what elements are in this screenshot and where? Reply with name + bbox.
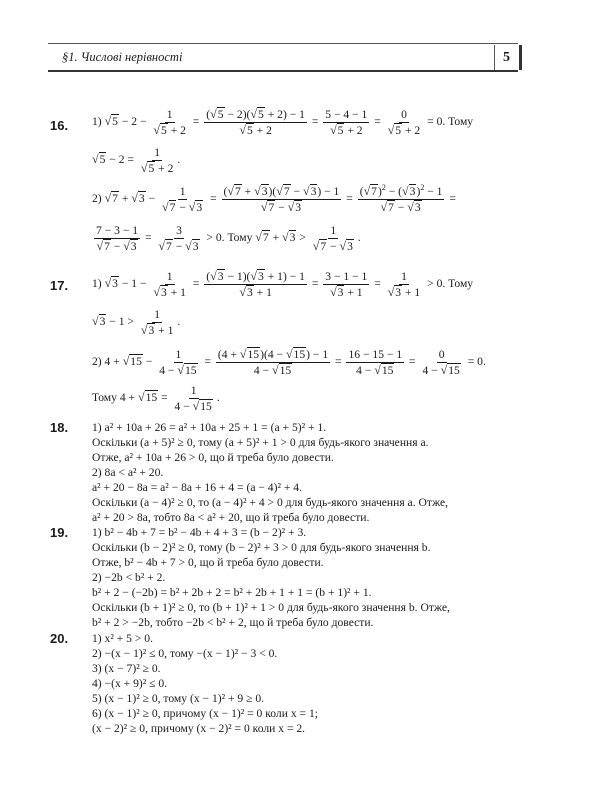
p18-line-3: Отже, a² + 10a + 26 > 0, що й треба було довести. bbox=[92, 451, 334, 464]
problem-number-16: 16. bbox=[50, 118, 69, 133]
p19-line-6: Оскільки (b + 1)² ≥ 0, то (b + 1)² + 1 > 0 для будь-якого значення b. Отже, bbox=[92, 601, 450, 614]
p20-line-1: 1) x² + 5 > 0. bbox=[92, 632, 153, 645]
p20-line-5: 5) (x − 1)² ≥ 0, тому (x − 1)² + 9 ≥ 0. bbox=[92, 692, 265, 705]
p18-line-7: a² + 20 > 8a, тобто 8a < a² + 20, що й треба було довести. bbox=[92, 511, 370, 524]
p18-line-4: 2) 8a < a² + 20. bbox=[92, 466, 164, 479]
p16-line-1: 1) √5 − 2 − $\frac{1}{√5 + 2}$ = $\frac{(√5 - 2)(√5 + 2) - 1}{√5 + 2}$ = $\frac{5 - 4 - 1}{√5 + 2}$ = $\frac{0}{√5 + 2}$ = 0. Тому bbox=[92, 107, 474, 137]
header-rule-bottom bbox=[48, 70, 518, 72]
problem-number-19: 19. bbox=[50, 525, 69, 540]
p19-line-7: b² + 2 > −2b, тобто −2b < b² + 2, що й треба було довести. bbox=[92, 616, 374, 629]
p19-line-3: Отже, b² − 4b + 7 > 0, що й треба було довести. bbox=[92, 556, 324, 569]
tomu-label: Тому bbox=[227, 231, 253, 245]
section-title: §1. Числові нерівності bbox=[62, 50, 183, 64]
page-number: 5 bbox=[503, 50, 510, 65]
p18-line-6: Оскільки (a − 4)² ≥ 0, то (a − 4)² + 4 > 0 для будь-якого значення a. Отже, bbox=[92, 496, 448, 509]
tomu-label: Тому bbox=[448, 277, 474, 291]
p19-line-2: Оскільки (b − 2)² ≥ 0, тому (b − 2)² + 3 > 0 для будь-якого значення b. bbox=[92, 541, 431, 554]
header-rule-top bbox=[48, 43, 518, 44]
problem-number-17: 17. bbox=[50, 278, 69, 293]
p16-line-3: 2) √7 + √3 − $\frac{1}{√7 - √3}$ = $\frac{(√7 + √3)(√7 - √3) - 1}{√7 - √3}$ = $\frac{(√7)^2 - (√3)^2 - 1}{√7 - √3}$ = bbox=[92, 183, 456, 214]
p16-line-4: $\frac{7 - 3 - 1}{√7 - √3}$ = $\frac{3}{√7 - √3}$ > 0. Тому √7 + √3 > $\frac{1}{√7 - √3}$ . bbox=[96, 224, 361, 253]
p17-line-2: √3 − 1 > $\frac{1}{√3 + 1}$ . bbox=[92, 308, 181, 337]
p20-line-3: 3) (x − 7)² ≥ 0. bbox=[92, 662, 161, 675]
p19-line-5: b² + 2 − (−2b) = b² + 2b + 2 = b² + 2b + 1 + 1 = (b + 1)² + 1. bbox=[92, 586, 372, 599]
p18-line-1: 1) a² + 10a + 26 = a² + 10a + 25 + 1 = (a + 5)² + 1. bbox=[92, 421, 327, 434]
p19-line-1: 1) b² − 4b + 7 = b² − 4b + 4 + 3 = (b − 2)² + 3. bbox=[92, 526, 307, 539]
p17-line-4: Тому 4 + √15 = $\frac{1}{4 - √15}$ . bbox=[92, 384, 220, 413]
p18-line-5: a² + 20 − 8a = a² − 8a + 16 + 4 = (a − 4)² + 4. bbox=[92, 481, 302, 494]
p20-line-6: 6) (x − 1)² ≥ 0, причому (x − 1)² = 0 коли x = 1; bbox=[92, 707, 318, 720]
p16-line-2: √5 − 2 = $\frac{1}{√5 + 2}$ . bbox=[92, 146, 181, 175]
p19-line-4: 2) −2b < b² + 2. bbox=[92, 571, 166, 584]
problem-number-18: 18. bbox=[50, 420, 69, 435]
p18-line-2: Оскільки (a + 5)² ≥ 0, тому (a + 5)² + 1 > 0 для будь-якого значення a. bbox=[92, 436, 429, 449]
p17-line-3: 2) 4 + √15 − $\frac{1}{4 - √15}$ = $\frac{(4 + √15)(4 - √15) - 1}{4 - √15}$ = $\frac{16 - 15 - 1}{4 - √15}$ = $\frac{0}{4 - √15}$ = 0. bbox=[92, 347, 486, 377]
p20-line-2: 2) −(x − 1)² ≤ 0, тому −(x − 1)² − 3 < 0. bbox=[92, 647, 278, 660]
p20-line-7: (x − 2)² ≥ 0, причому (x − 2)² = 0 коли x = 2. bbox=[92, 722, 306, 735]
tomu-label: Тому bbox=[448, 115, 474, 129]
problem-number-20: 20. bbox=[50, 631, 69, 646]
p20-line-4: 4) −(x + 9)² ≤ 0. bbox=[92, 677, 168, 690]
p17-line-1: 1) √3 − 1 − $\frac{1}{√3 + 1}$ = $\frac{(√3 - 1)(√3 + 1) - 1}{√3 + 1}$ = $\frac{3 - 1 - 1}{√3 + 1}$ = $\frac{1}{√3 + 1}$ > 0. Тому bbox=[92, 269, 474, 299]
tomu-cap-label: Тому 4 + bbox=[92, 391, 136, 405]
